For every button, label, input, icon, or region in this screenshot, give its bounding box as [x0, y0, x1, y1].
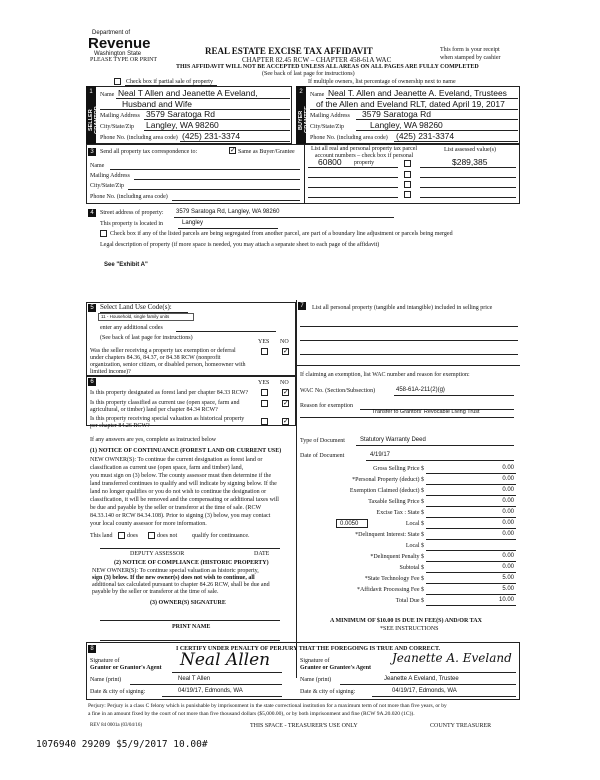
- tax-row-value[interactable]: 0.00: [502, 487, 514, 493]
- seller-name-label: Name: [100, 92, 115, 98]
- exemption-yes-checkbox[interactable]: [261, 348, 268, 355]
- no-header-6: NO: [280, 380, 289, 386]
- exemption-question: Was the seller receiving a property tax exemption or deferral under chapters 84.36, 84.37, or 84.38 RCW (nonprofit organization, senior citizen, or disabled person, homeowner with limited income)?: [90, 348, 246, 375]
- tax-row-value[interactable]: 0.00: [502, 520, 514, 526]
- buyer-side-label: BUYER GRANTEE: [298, 106, 310, 134]
- buyer-mailing-label: Mailing Address: [310, 113, 350, 119]
- qualify-label: qualify for continuance.: [192, 533, 250, 539]
- grantee-date-label: Date & city of signing:: [300, 689, 356, 695]
- notice2-line: additional tax calculated pursuant to chapter 84.26 RCW, shall be due and: [92, 582, 270, 588]
- notice2-line: sign (3) below. If the new owner(s) does not wish to continue, all: [92, 575, 255, 581]
- tax-row-value[interactable]: 0.00: [502, 498, 514, 504]
- doc-type[interactable]: Statutory Warranty Deed: [360, 437, 426, 443]
- tax-row-label: Exemption Claimed (deduct) $: [349, 488, 424, 494]
- notice2-line: payable by the seller or transferor at the time of sale.: [92, 589, 219, 595]
- owner-signature-label: (3) OWNER(S) SIGNATURE: [150, 600, 226, 606]
- tax-row-label: Total Due $: [395, 598, 424, 604]
- street-label: Street address of property:: [100, 210, 164, 216]
- notice1-line: land transferred continues to qualify and will indicate by signing below. If the: [90, 481, 277, 487]
- street-address[interactable]: 3579 Saratoga Rd, Langley, WA 98260: [176, 209, 280, 215]
- tax-row-label: Taxable Selling Price $: [368, 499, 424, 505]
- section-number-2: 2: [297, 88, 305, 96]
- tax-row: [300, 486, 516, 497]
- seller-city-label: City/State/Zip: [100, 124, 134, 130]
- personal-property-checkbox-4[interactable]: [404, 191, 411, 198]
- seller-name-line2[interactable]: Husband and Wife: [122, 99, 192, 109]
- dept-revenue-logo: [88, 30, 168, 60]
- same-as-buyer-checkbox[interactable]: ✓: [230, 146, 236, 154]
- tax-row: [300, 541, 516, 552]
- exemption-reason[interactable]: Transfer to Grantors' Revocable Living Trust: [372, 409, 480, 415]
- section-number-8: 8: [88, 645, 96, 653]
- grantee-date[interactable]: 04/19/17, Edmonds, WA: [392, 688, 457, 694]
- forest-land-question: Is this property designated as forest land per chapter 84.33 RCW?: [90, 390, 249, 396]
- tax-row-value[interactable]: 5.00: [502, 575, 514, 581]
- parcel-account-1[interactable]: 60800: [318, 157, 342, 167]
- tax-row-label: *Delinquent Interest: State $: [355, 532, 424, 538]
- notice1-line: be due and payable by the seller or transferor at the time of sale. (RCW: [90, 505, 262, 511]
- completion-warning: THIS AFFIDAVIT WILL NOT BE ACCEPTED UNLESS ALL AREAS ON ALL PAGES ARE FULLY COMPLETED: [176, 64, 479, 70]
- notice-continuance-title: (1) NOTICE OF CONTINUANCE (FOREST LAND OR CURRENT USE): [90, 448, 282, 454]
- notice1-line: classification, it will be removed and the compensating or additional taxes will: [90, 497, 279, 503]
- multiple-owners-note: If multiple owners, list percentage of ownership next to name: [308, 79, 456, 85]
- grantor-name-label: Name (print): [90, 677, 122, 683]
- exemption-no-checkbox[interactable]: ✓: [283, 347, 289, 355]
- tax-row-value[interactable]: 5.00: [502, 586, 514, 592]
- grantee-sig-label-2: Grantee or Grantee's Agent: [300, 665, 372, 671]
- corr-phone-label: Phone No. (including area code): [90, 194, 168, 200]
- doc-date[interactable]: 4/19/17: [370, 452, 391, 458]
- does-not-label: does not: [157, 533, 178, 539]
- wac-label: WAC No. (Section/Subsection): [300, 388, 376, 394]
- reason-label: Reason for exemption: [300, 403, 353, 409]
- certify-statement: I CERTIFY UNDER PENALTY OF PERJURY THAT THE FOREGOING IS TRUE AND CORRECT.: [176, 646, 441, 652]
- grantor-signature[interactable]: Neal Allen: [180, 650, 271, 670]
- forest-yes-checkbox[interactable]: [261, 389, 268, 396]
- historic-yes-checkbox[interactable]: [261, 418, 268, 425]
- tax-row-label: Excise Tax : State $: [376, 510, 424, 516]
- correspondence-label: Send all property tax correspondence to:: [100, 149, 198, 155]
- same-as-buyer-label: Same as Buyer/Grantee: [238, 149, 295, 155]
- wac-number[interactable]: 458-61A-211(2)(g): [396, 387, 445, 393]
- tax-row-label: Local $: [405, 521, 424, 527]
- tax-row: [300, 585, 516, 596]
- tax-row-label: *Personal Property (deduct) $: [352, 477, 424, 483]
- tax-row-label: *Affidavit Processing Fee $: [356, 587, 424, 593]
- tax-row-label: Gross Selling Price $: [373, 466, 424, 472]
- tax-row-label: *State Technology Fee $: [364, 576, 424, 582]
- tax-row-label: Local $: [405, 543, 424, 549]
- grantor-date[interactable]: 04/19/17, Edmonds, WA: [178, 688, 243, 694]
- seller-phone[interactable]: (425) 231-3374: [182, 131, 241, 141]
- tax-row-value[interactable]: 0.00: [502, 531, 514, 537]
- personal-property-checkbox-3[interactable]: [404, 181, 411, 188]
- historic-no-checkbox[interactable]: ✓: [283, 417, 289, 425]
- yes-header-5: YES: [258, 339, 270, 345]
- partial-sale-label: Check box if partial sale of property: [126, 79, 213, 85]
- notice2-line: NEW OWNER(S): To continue special valuation as historic property,: [92, 568, 259, 574]
- seller-side-label: SELLER GRANTOR: [88, 106, 100, 134]
- section-number-1: 1: [87, 88, 95, 96]
- tax-row: [300, 497, 516, 508]
- personal-property-label: List all personal property (tangible and intangible) included in selling price: [312, 305, 493, 311]
- receipt-stamp: 1076940 29209 $5/9/2017 10.00#: [36, 739, 208, 750]
- form-subtitle: CHAPTER 82.45 RCW – CHAPTER 458-61A WAC: [242, 56, 392, 64]
- buyer-name-line1[interactable]: Neal T. Allen and Jeanette A. Eveland, Trustees: [328, 88, 507, 98]
- does-not-checkbox[interactable]: [148, 532, 155, 539]
- owner-signature-line[interactable]: [100, 620, 280, 621]
- does-label: does: [127, 533, 138, 539]
- grantee-name-label: Name (print): [300, 677, 332, 683]
- no-header-5: NO: [280, 339, 289, 345]
- notice1-line: NEW OWNER(S): To continue the current designation as forest land or: [90, 457, 263, 463]
- tax-table: [300, 464, 516, 607]
- yes-header-6: YES: [258, 380, 270, 386]
- seller-name-line1[interactable]: Neal T Allen and Jeanette A Eveland,: [118, 88, 258, 98]
- notice1-line: 84.33.140 or RCW 84.34.108). Prior to signing (3) below, you may contact: [90, 513, 271, 519]
- assessed-value-1[interactable]: $289,385: [452, 157, 488, 167]
- current-use-no-checkbox[interactable]: ✓: [283, 399, 289, 407]
- type-or-print: PLEASE TYPE OR PRINT: [90, 57, 158, 63]
- seller-mailing[interactable]: 3579 Saratoga Rd: [146, 109, 215, 119]
- legal-desc-label: Legal description of property (if more space is needed, you may attach a separate sheet to each page of the affidavit): [100, 242, 380, 248]
- tax-row-label: Subtotal $: [399, 565, 424, 571]
- accounts-header: List all real and personal property tax parcel account numbers – check box if personal property: [310, 146, 418, 166]
- doc-type-label: Type of Document: [300, 438, 345, 444]
- tax-row-value[interactable]: 10.00: [498, 597, 514, 603]
- buyer-name-label: Name: [310, 92, 325, 98]
- doc-date-label: Date of Document: [300, 453, 345, 459]
- tax-row: [300, 464, 516, 475]
- notice1-line: your local county assessor for more information.: [90, 521, 207, 527]
- this-land-label: This land: [90, 533, 113, 539]
- notice-compliance-title: (2) NOTICE OF COMPLIANCE (HISTORIC PROPERTY): [114, 560, 269, 566]
- located-label: This property is located in: [100, 221, 163, 227]
- current-use-yes-checkbox[interactable]: [261, 400, 268, 407]
- receipt-note: This form is your receipt: [440, 47, 500, 53]
- print-name-label: PRINT NAME: [172, 624, 211, 630]
- tax-row: [300, 574, 516, 585]
- segregated-label: Check box if any of the listed parcels are being segregated from another parcel, are part of a boundary line adjustment or parcels being merged: [110, 231, 453, 237]
- grantor-date-label: Date & city of signing:: [90, 689, 146, 695]
- forest-no-checkbox[interactable]: ✓: [283, 388, 289, 396]
- corr-mailing-label: Mailing Address: [90, 173, 130, 179]
- local-rate: 0.0050: [340, 521, 359, 527]
- tax-row-label: *Delinquent Penalty $: [370, 554, 424, 560]
- grantor-name[interactable]: Neal T Allen: [178, 676, 211, 682]
- personal-property-checkbox-1[interactable]: [404, 160, 411, 167]
- section-number-6: 6: [88, 378, 96, 386]
- buyer-name-line2[interactable]: of the Allen and Eveland RLT, dated April 19, 2017: [316, 99, 505, 109]
- located-city[interactable]: Langley: [182, 220, 204, 226]
- tax-row-value[interactable]: 0.00: [502, 509, 514, 515]
- grantor-sig-label-1: Signature of: [90, 658, 120, 664]
- if-yes-note: If any answers are yes, complete as instructed below: [90, 437, 217, 443]
- deputy-assessor-label: DEPUTY ASSESSOR: [130, 551, 185, 557]
- minimum-fee-note: A MINIMUM OF $10.00 IS DUE IN FEE(S) AND/OR TAX: [330, 618, 482, 624]
- buyer-mailing[interactable]: 3579 Saratoga Rd: [362, 109, 431, 119]
- buyer-phone-label: Phone No. (including area code): [310, 135, 388, 141]
- notice1-line: land no longer qualifies or you do not wish to continue the designation or: [90, 489, 267, 495]
- corr-name-label: Name: [90, 163, 105, 169]
- notice1-line: you must sign on (3) below. The county assessor must then determine if the: [90, 473, 272, 479]
- tax-row: [300, 552, 516, 563]
- rev-number: REV 84 0001a (03/04/16): [90, 723, 142, 728]
- corr-city-label: City/State/Zip: [90, 183, 124, 189]
- tax-row: [300, 596, 516, 607]
- seller-mailing-label: Mailing Address: [100, 113, 140, 119]
- grantee-sig-label-1: Signature of: [300, 658, 330, 664]
- treasurer-space: THIS SPACE - TREASURER'S USE ONLY: [250, 723, 358, 729]
- tax-row: [300, 519, 516, 530]
- county-treasurer: COUNTY TREASURER: [430, 723, 492, 729]
- form-title: REAL ESTATE EXCISE TAX AFFIDAVIT: [205, 46, 373, 56]
- current-use-question: Is this property classified as current use (open space, farm and agricultural, or timber) land per chapter 84.34 RCW?: [90, 400, 240, 413]
- tax-row-value[interactable]: 0.00: [502, 553, 514, 559]
- tax-row: [300, 475, 516, 486]
- logo-revenue-text: Revenue: [88, 35, 151, 52]
- tax-row-value[interactable]: 0.00: [502, 564, 514, 570]
- legal-description[interactable]: See "Exhibit A": [104, 262, 148, 268]
- buyer-phone[interactable]: (425) 231-3374: [396, 131, 455, 141]
- print-name-line[interactable]: [100, 640, 280, 641]
- does-checkbox[interactable]: [118, 532, 125, 539]
- personal-property-checkbox-2[interactable]: [404, 171, 411, 178]
- see-back-note: (See back of last page for instructions): [262, 71, 355, 77]
- logo-state-line: Washington State: [94, 51, 142, 57]
- section-number-7: 7: [298, 302, 306, 310]
- notice-continuance-body: [90, 456, 294, 528]
- tax-row-value[interactable]: 0.00: [502, 476, 514, 482]
- section-number-4: 4: [88, 209, 96, 217]
- land-use-selected: 11 - Household, single family units: [101, 314, 170, 319]
- claim-exemption-label: If claiming an exemption, list WAC number and reason for exemption:: [300, 372, 470, 378]
- historic-question: Is this property receiving special valuation as historical property per chapter 84.26 RCW?: [90, 416, 245, 429]
- tax-row: [300, 563, 516, 574]
- perjury-notice: Perjury: Perjury is a class C felony which is punishable by imprisonment in the state correctional institution for a maximum term of not more than five years, or by: [88, 703, 447, 709]
- tax-row-value[interactable]: 0.00: [502, 465, 514, 471]
- land-use-see-back: (See back of last page for instructions): [100, 335, 193, 341]
- perjury-notice-2: a fine in an amount fixed by the court of not more than five thousand dollars ($5,000.00), or by both imprisonment and fine (RCW 9A.20.020 (1C)).: [88, 711, 415, 717]
- section-number-3: 3: [88, 148, 96, 156]
- land-use-select[interactable]: [98, 313, 194, 321]
- date-label: DATE: [254, 551, 270, 557]
- grantee-name[interactable]: Jeanette A Eveland, Trustee: [384, 676, 459, 682]
- tax-row: [300, 530, 516, 541]
- segregated-checkbox[interactable]: [100, 230, 107, 237]
- notice1-line: classification as current use (open space, farm and timber) land,: [90, 465, 244, 471]
- section-number-5: 5: [88, 304, 96, 312]
- assessed-header: List assessed value(s): [444, 147, 496, 153]
- grantee-signature[interactable]: Jeanette A. Eveland: [392, 651, 512, 665]
- local-rate-box[interactable]: [336, 519, 368, 528]
- seller-city[interactable]: Langley, WA 98260: [146, 120, 219, 130]
- logo-dept-line: Department of: [92, 30, 131, 36]
- additional-codes-label: enter any additional codes: [100, 325, 163, 331]
- seller-phone-label: Phone No. (including area code): [100, 135, 178, 141]
- buyer-city-label: City/State/Zip: [310, 124, 344, 130]
- tax-row: [300, 508, 516, 519]
- buyer-city[interactable]: Langley, WA 98260: [370, 120, 443, 130]
- receipt-note-2: when stamped by cashier: [440, 55, 501, 61]
- see-instructions: *SEE INSTRUCTIONS: [380, 626, 439, 632]
- partial-sale-checkbox[interactable]: [114, 78, 121, 85]
- grantor-sig-label-2: Grantor or Grantor's Agent: [90, 665, 162, 671]
- land-use-label: Select Land Use Code(s):: [100, 303, 172, 311]
- notice-compliance-body: [92, 568, 296, 596]
